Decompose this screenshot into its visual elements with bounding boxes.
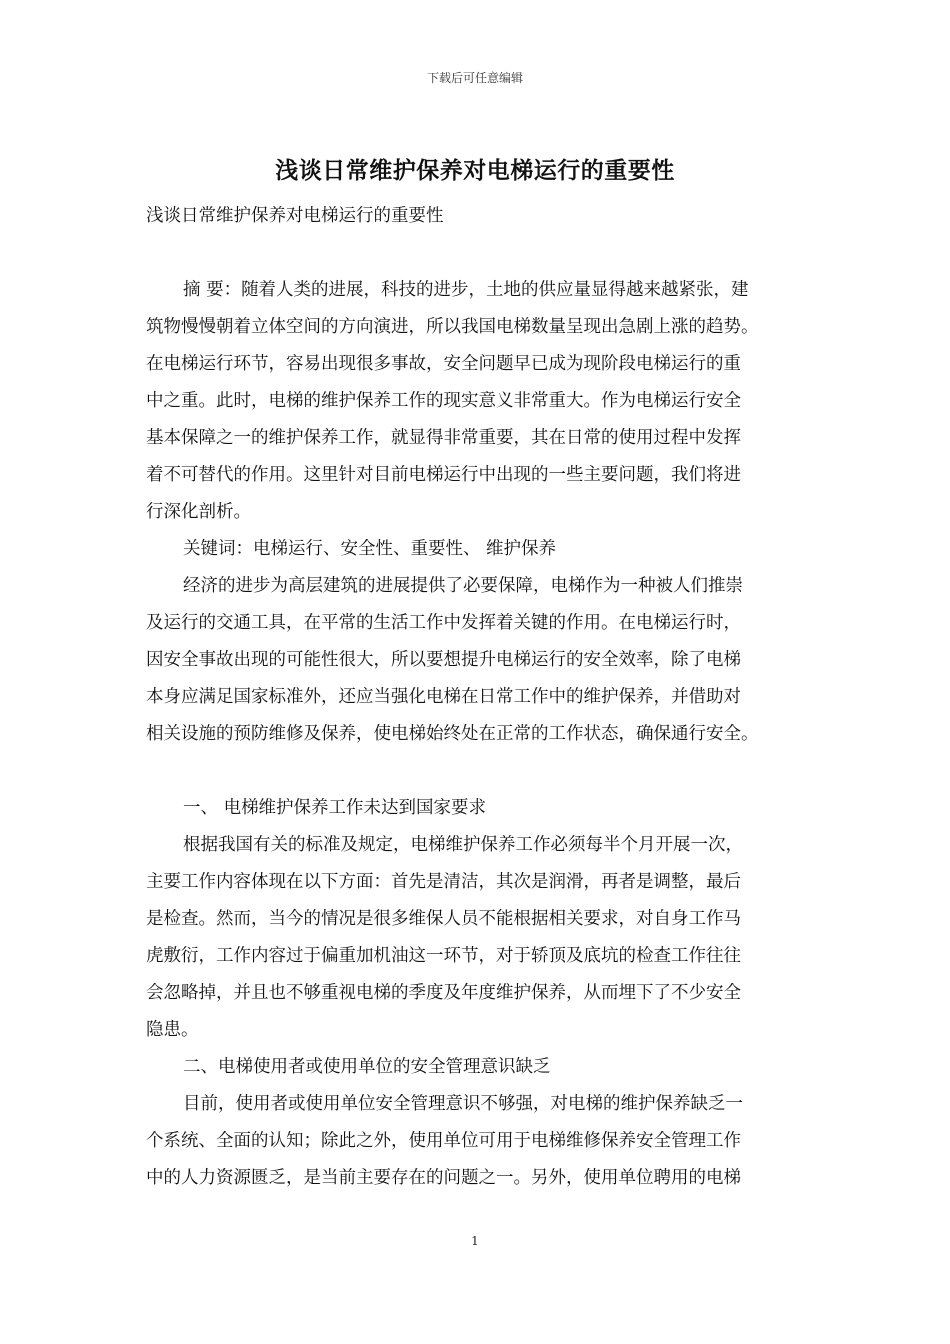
section-heading: 一、 电梯维护保养工作未达到国家要求 — [183, 798, 487, 818]
section-line: 隐患。 — [146, 1020, 199, 1040]
keywords: 关键词：电梯运行、安全性、重要性、 维护保养 — [183, 539, 557, 559]
abstract-line: 在电梯运行环节，容易出现很多事故，安全问题早已成为现阶段电梯运行的重 — [146, 354, 741, 374]
abstract — [146, 272, 818, 531]
abstract-line: 基本保障之一的维护保养工作，就显得非常重要，其在日常的使用过程中发挥 — [146, 428, 741, 448]
section-line: 虎敷衍，工作内容过于偏重加机油这一环节，对于轿顶及底坑的检查工作往往 — [146, 946, 741, 966]
document-body — [146, 198, 818, 1197]
abstract-line: 中之重。此时，电梯的维护保养工作的现实意义非常重大。作为电梯运行安全 — [146, 391, 741, 411]
subtitle: 浅谈日常维护保养对电梯运行的重要性 — [146, 206, 444, 226]
section-line: 会忽略掉，并且也不够重视电梯的季度及年度维护保养，从而埋下了不少安全 — [146, 983, 741, 1003]
section-line: 个系统、全面的认知；除此之外，使用单位可用于电梯维修保养安全管理工作 — [146, 1131, 741, 1151]
section-1-body — [146, 827, 818, 1049]
header-note: 下载后可任意编辑 — [426, 71, 523, 85]
abstract-line: 摘 要：随着人类的进展，科技的进步，土地的供应量显得越来越紧张，建 — [183, 280, 749, 300]
document-title: 浅谈日常维护保养对电梯运行的重要性 — [275, 158, 675, 184]
blank-line — [146, 235, 818, 272]
intro-line: 相关设施的预防维修及保养，使电梯始终处在正常的工作状态，确保通行安全。 — [146, 724, 759, 744]
page-number: 1 — [471, 1234, 479, 1248]
section-line: 根据我国有关的标准及规定，电梯维护保养工作必须每半个月开展一次， — [183, 835, 743, 855]
section-line: 是检查。然而，当今的情况是很多维保人员不能根据相关要求，对自身工作马 — [146, 909, 741, 929]
intro-line: 本身应满足国家标准外，还应当强化电梯在日常工作中的维护保养，并借助对 — [146, 687, 741, 707]
intro-line: 因安全事故出现的可能性很大，所以要想提升电梯运行的安全效率，除了电梯 — [146, 650, 741, 670]
introduction — [146, 568, 818, 753]
abstract-line: 着不可替代的作用。这里针对目前电梯运行中出现的一些主要问题，我们将进 — [146, 465, 741, 485]
intro-line: 经济的进步为高层建筑的进展提供了必要保障，电梯作为一种被人们推崇 — [183, 576, 743, 596]
section-2-body — [146, 1086, 818, 1197]
blank-line — [146, 753, 818, 790]
abstract-line: 行深化剖析。 — [146, 502, 251, 522]
section-line: 目前，使用者或使用单位安全管理意识不够强，对电梯的维护保养缺乏一 — [183, 1094, 743, 1114]
section-line: 主要工作内容体现在以下方面：首先是清洁，其次是润滑，再者是调整，最后 — [146, 872, 741, 892]
intro-line: 及运行的交通工具，在平常的生活工作中发挥着关键的作用。在电梯运行时， — [146, 613, 741, 633]
abstract-line: 筑物慢慢朝着立体空间的方向演进，所以我国电梯数量呈现出急剧上涨的趋势。 — [146, 317, 759, 337]
section-heading: 二、电梯使用者或使用单位的安全管理意识缺乏 — [183, 1057, 551, 1077]
section-line: 中的人力资源匮乏，是当前主要存在的问题之一。另外，使用单位聘用的电梯 — [146, 1168, 741, 1188]
